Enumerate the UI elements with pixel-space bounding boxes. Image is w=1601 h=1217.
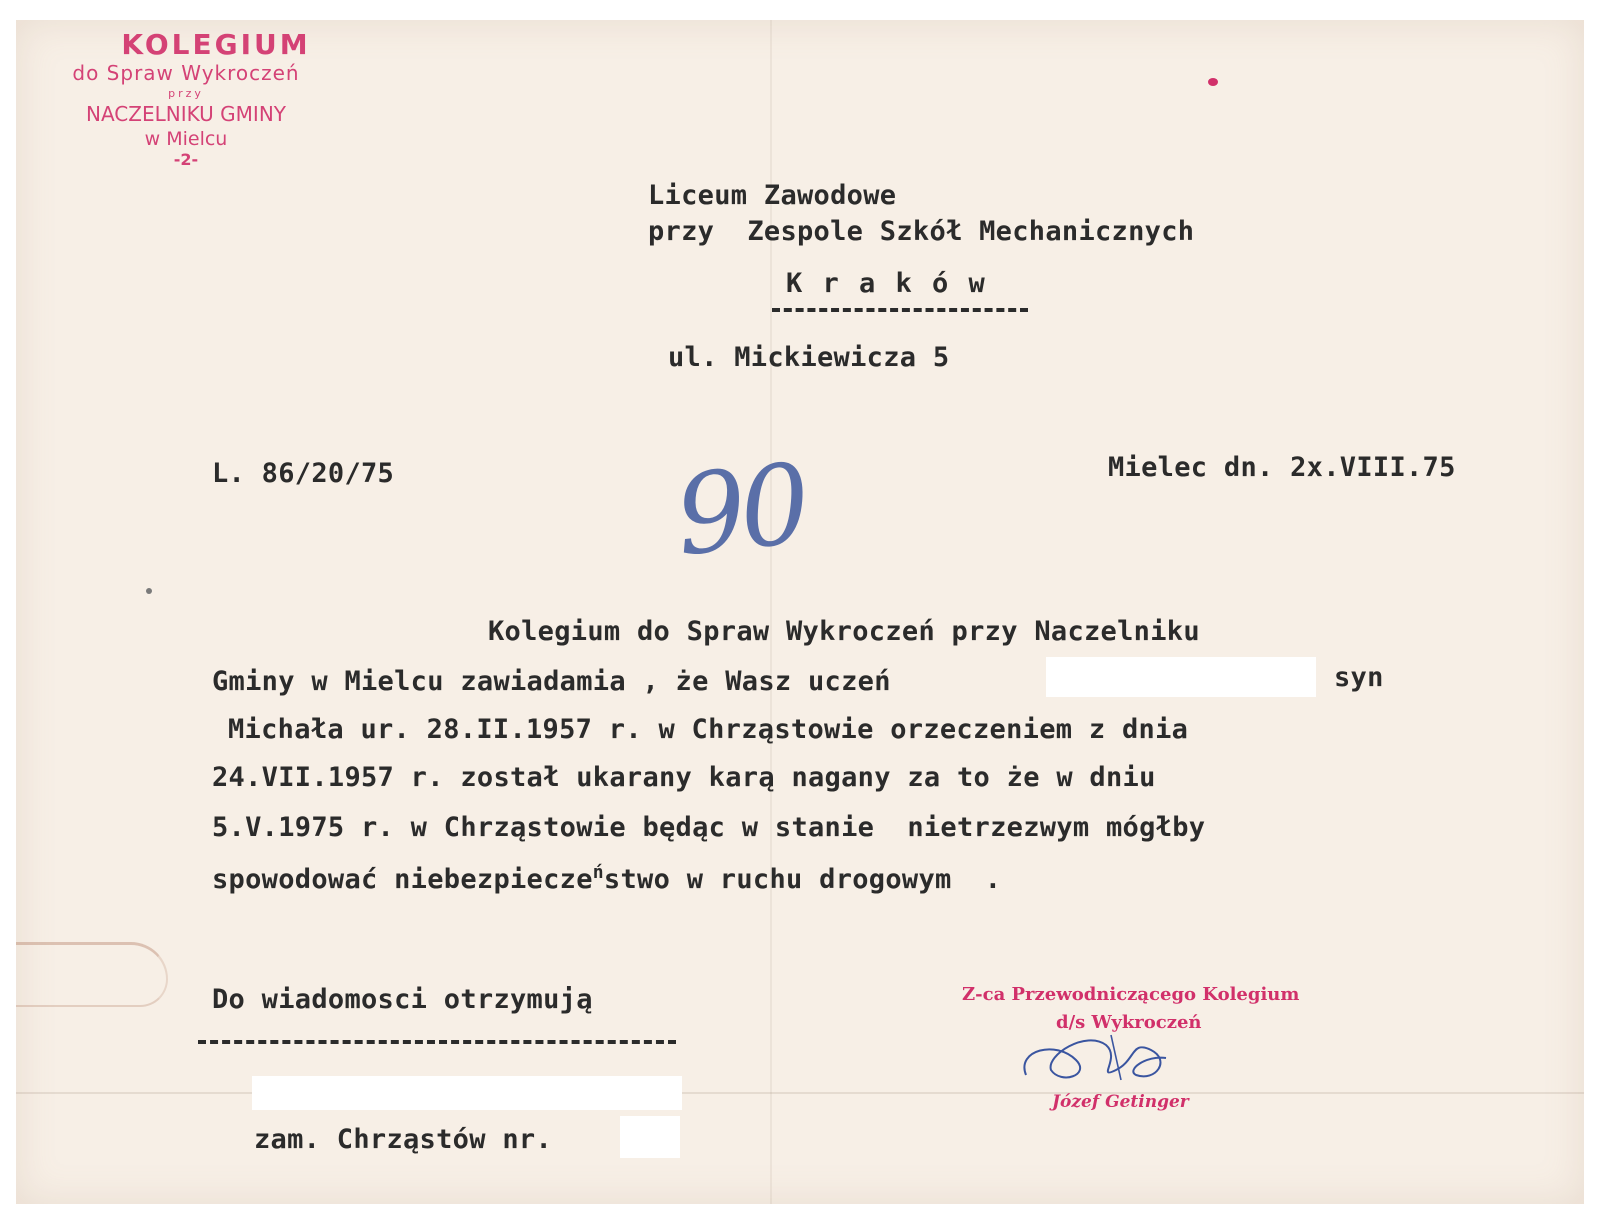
- body-line-6: [212, 862, 1001, 895]
- reference-number: L. 86/20/75: [212, 458, 395, 489]
- redacted-recipient: [252, 1076, 682, 1110]
- stamp-line-1: KOLEGIUM: [121, 28, 311, 61]
- addressee-city: K r a k ó w: [786, 268, 987, 299]
- redacted-house-number: [620, 1116, 680, 1158]
- addressee-line-2: przy Zespole Szkół Mechanicznych: [648, 216, 1195, 247]
- signatory-subtitle: d/s Wykroczeń: [1056, 1012, 1202, 1033]
- document-date: Mielec dn. 2x.VIII.75: [1108, 452, 1456, 483]
- copies-to-underline: [198, 1040, 676, 1044]
- copies-to-heading: Do wiadomosci otrzymują: [212, 984, 593, 1015]
- paper-speck: [146, 588, 152, 594]
- paper-stain: [16, 942, 168, 1007]
- body-line-2-end: syn: [1334, 662, 1384, 693]
- ink-speck: [1208, 78, 1218, 86]
- body-line-2: Gminy w Mielcu zawiadamia , że Wasz uczeń: [212, 666, 891, 697]
- body-line-4: 24.VII.1957 r. został ukarany karą nagany za to że w dniu: [212, 762, 1156, 793]
- signatory-title: Z-ca Przewodniczącego Kolegium: [962, 984, 1300, 1005]
- city-underline: [772, 308, 1028, 312]
- document-page: [16, 20, 1584, 1204]
- redacted-name: [1046, 657, 1316, 697]
- body-line-1: Kolegium do Spraw Wykroczeń przy Naczelniku: [488, 616, 1200, 647]
- stamp-line-2: do Spraw Wykroczeń: [72, 61, 300, 85]
- body-line-6-part-a: spowodować niebezpiecze: [212, 864, 593, 895]
- addressee-street: ul. Mickiewicza 5: [668, 342, 950, 373]
- handwritten-signature: [1016, 1020, 1196, 1100]
- recipient-address: zam. Chrząstów nr.: [254, 1124, 552, 1155]
- stamp-line-3: przy: [168, 87, 204, 100]
- body-line-3: Michała ur. 28.II.1957 r. w Chrząstowie orzeczeniem z dnia: [228, 714, 1189, 745]
- signatory-name: Józef Getinger: [1052, 1092, 1189, 1112]
- handwritten-number: 90: [669, 439, 811, 581]
- stamp-line-5: w Mielcu: [144, 128, 228, 150]
- stamp-line-4: NACZELNIKU GMINY: [86, 102, 286, 126]
- body-line-6-superscript: ń: [592, 862, 604, 883]
- office-stamp: [16, 28, 356, 169]
- stamp-line-6: -2-: [173, 150, 199, 169]
- body-line-6-part-c: stwo w ruchu drogowym .: [603, 864, 1002, 895]
- body-line-5: 5.V.1975 r. w Chrząstowie będąc w stanie nietrzezwym mógłby: [212, 812, 1206, 843]
- addressee-line-1: Liceum Zawodowe: [648, 180, 897, 211]
